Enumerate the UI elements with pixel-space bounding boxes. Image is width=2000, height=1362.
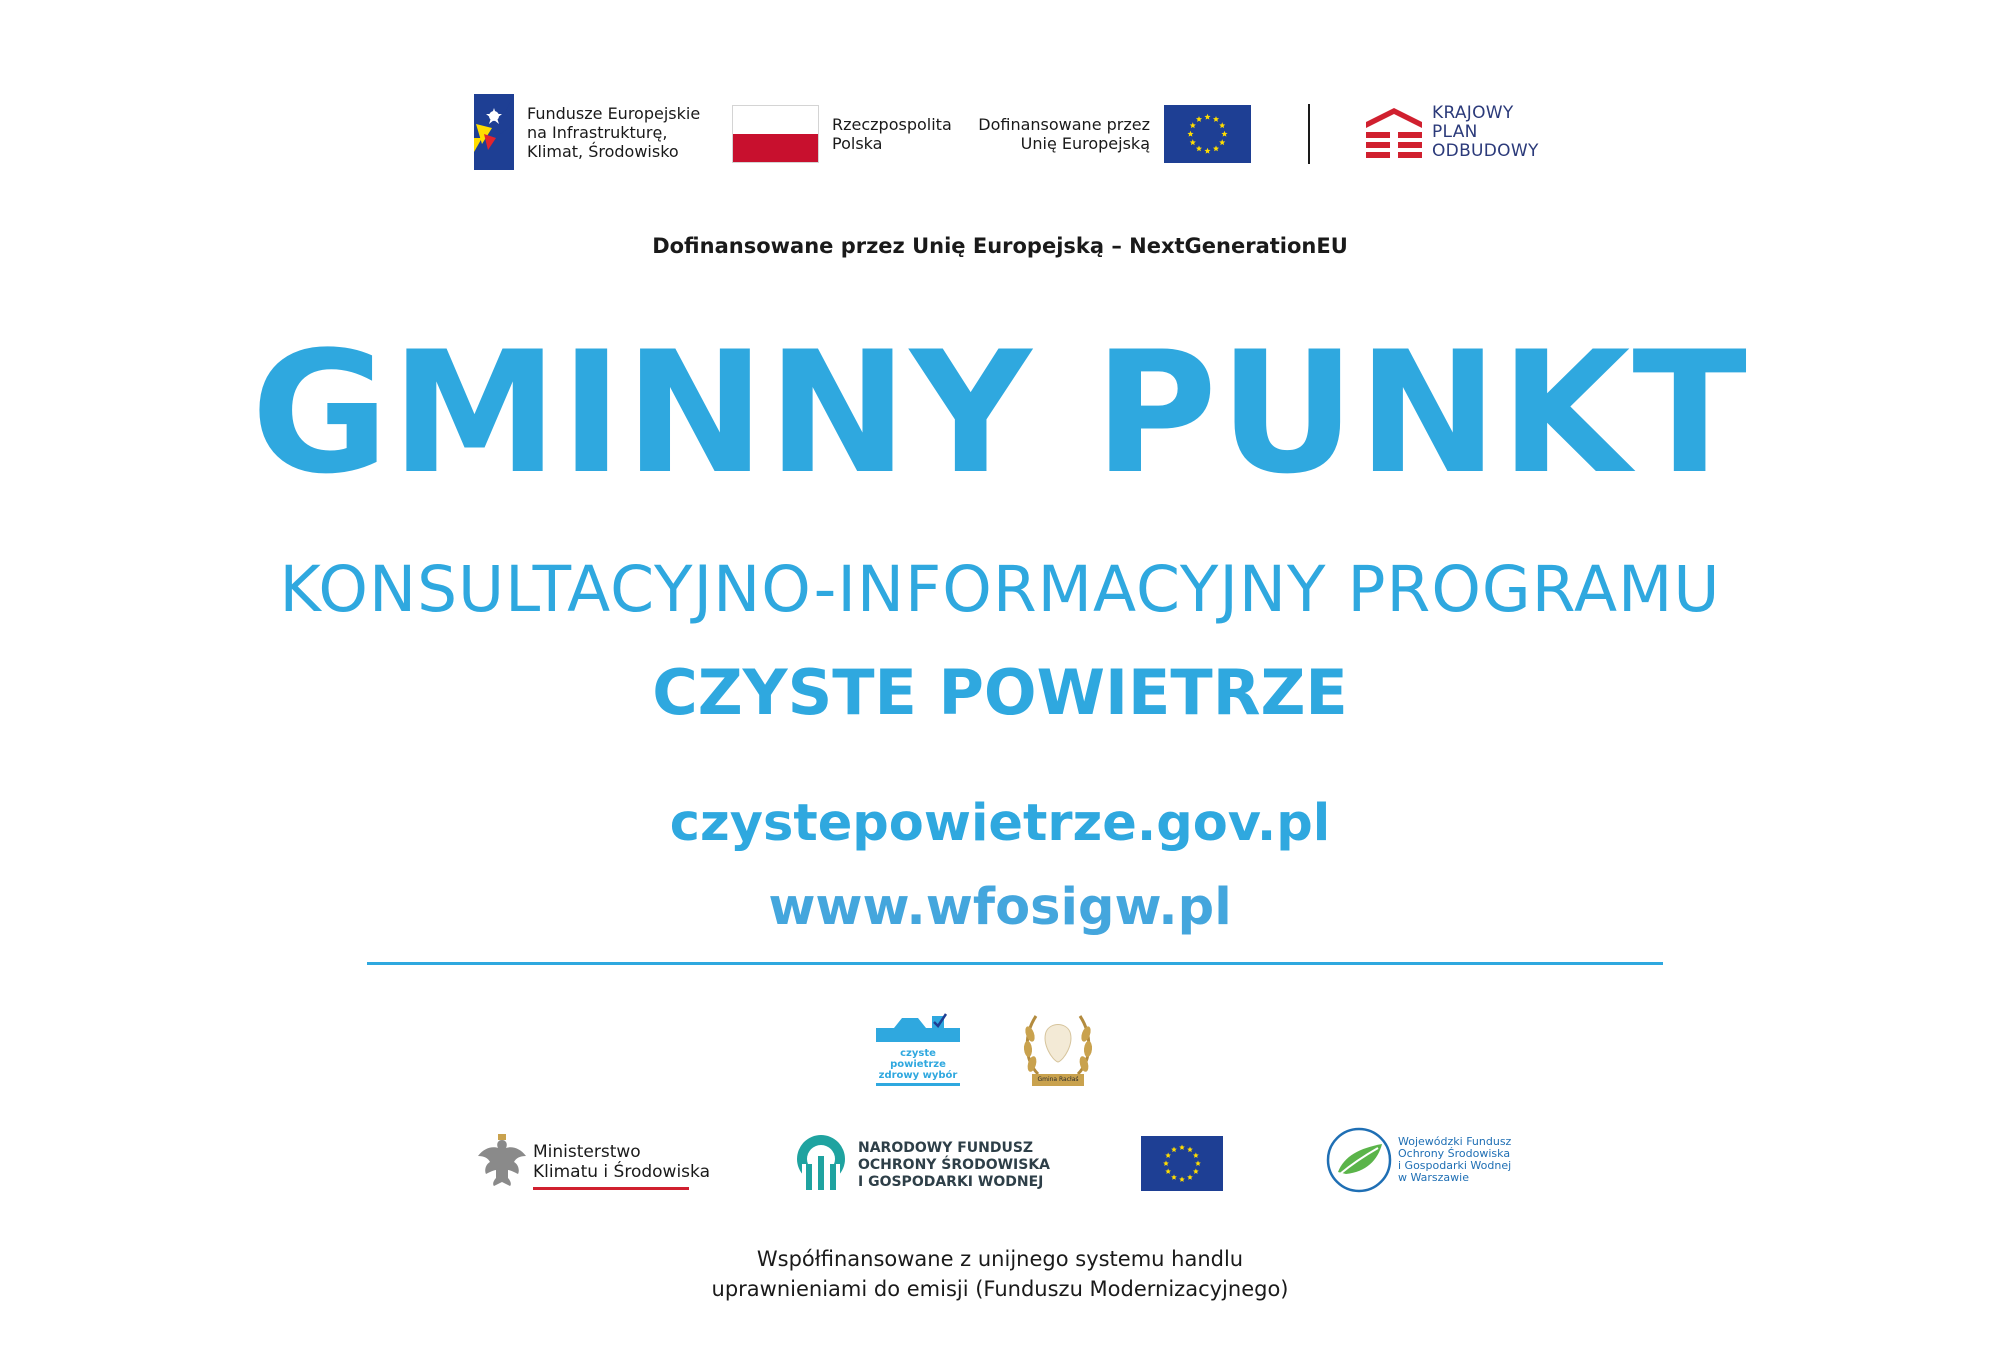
wf-line4: w Warszawie [1398, 1171, 1469, 1184]
nf-line3: I GOSPODARKI WODNEJ [858, 1174, 1044, 1190]
nfosigw-logo-icon [796, 1134, 846, 1194]
rp-line2: Polska [832, 134, 883, 153]
ministry-eagle-icon [476, 1134, 528, 1194]
primary-website-link[interactable]: czystepowietrze.gov.pl [669, 794, 1331, 853]
poland-flag-icon [732, 105, 819, 163]
wf-line1: Wojewódzki Fundusz [1398, 1135, 1512, 1148]
nfosigw-text [858, 1140, 1050, 1191]
eu-line2: Unię Europejską [1020, 134, 1150, 153]
divider [367, 962, 1663, 965]
fe-line3: Klimat, Środowisko [527, 142, 679, 161]
czyste-powietrze-logo [876, 1012, 960, 1086]
kpo-line2: PLAN [1432, 122, 1478, 142]
cp-line1: czyste powietrze [890, 1048, 946, 1070]
funding-note: Dofinansowane przez Unię Europejską – NextGenerationEU [652, 234, 1348, 258]
fe-line2: na Infrastrukturę, [527, 123, 668, 142]
rp-line1: Rzeczpospolita [832, 115, 952, 134]
program-name: CZYSTE POWIETRZE [652, 656, 1348, 729]
wfosigw-logo-icon [1326, 1126, 1392, 1198]
ministry-text [533, 1142, 710, 1182]
wfosigw-text [1398, 1136, 1511, 1184]
kpo-building-icon [1366, 106, 1422, 164]
secondary-website-link[interactable]: www.wfosigw.pl [768, 878, 1232, 937]
page-title: GMINNY PUNKT [251, 315, 1749, 511]
wf-line3: i Gospodarki Wodnej [1398, 1159, 1512, 1172]
eu-flag-icon [1164, 105, 1251, 167]
wfosigw-leaf-icon [1326, 1126, 1392, 1194]
footer-line2: uprawnieniami do emisji (Funduszu Modernizacyjnego) [711, 1277, 1289, 1301]
kpo-logo-text [1432, 104, 1539, 161]
nf-line1: NARODOWY FUNDUSZ [858, 1140, 1034, 1156]
eu-cofund-text [960, 115, 1150, 153]
nf-line2: OCHRONY ŚRODOWISKA [858, 1157, 1051, 1173]
eagle-emblem-icon [476, 1134, 528, 1190]
rp-logo-text [832, 115, 952, 153]
mz-line1: Ministerstwo [533, 1142, 641, 1162]
fe-flag-icon [474, 94, 514, 170]
kpo-line1: KRAJOWY [1432, 103, 1514, 123]
cp-line2: zdrowy wybór [878, 1070, 958, 1081]
footer-line1: Współfinansowane z unijnego systemu handlu [756, 1247, 1244, 1271]
eu-line1: Dofinansowane przez [978, 115, 1150, 134]
eu-flag-svg [1164, 105, 1251, 163]
nfosigw-emblem-icon [796, 1134, 846, 1190]
gmina-emblem [1020, 1004, 1096, 1088]
footer-note [0, 1244, 2000, 1304]
fe-line1: Fundusze Europejskie [527, 104, 701, 123]
wf-line2: Ochrony Środowiska [1398, 1147, 1511, 1160]
cp-logo-text [876, 1048, 960, 1081]
house-roof-icon [876, 1012, 960, 1042]
ministry-underline [533, 1187, 689, 1190]
logo-separator [1308, 104, 1310, 164]
page-subtitle: KONSULTACYJNO-INFORMACYJNY PROGRAMU [279, 553, 1721, 626]
gmina-label: Gmina Racłaś [1037, 1076, 1079, 1083]
eu-flag-bottom-svg [1141, 1136, 1223, 1191]
fe-logo-text [527, 104, 700, 161]
kpo-line3: ODBUDOWY [1432, 141, 1539, 161]
eu-flag-bottom-icon [1141, 1136, 1223, 1195]
kpo-logo-icon [1366, 106, 1422, 168]
fe-logo [474, 94, 514, 170]
mz-line2: Klimatu i Środowiska [533, 1162, 710, 1182]
